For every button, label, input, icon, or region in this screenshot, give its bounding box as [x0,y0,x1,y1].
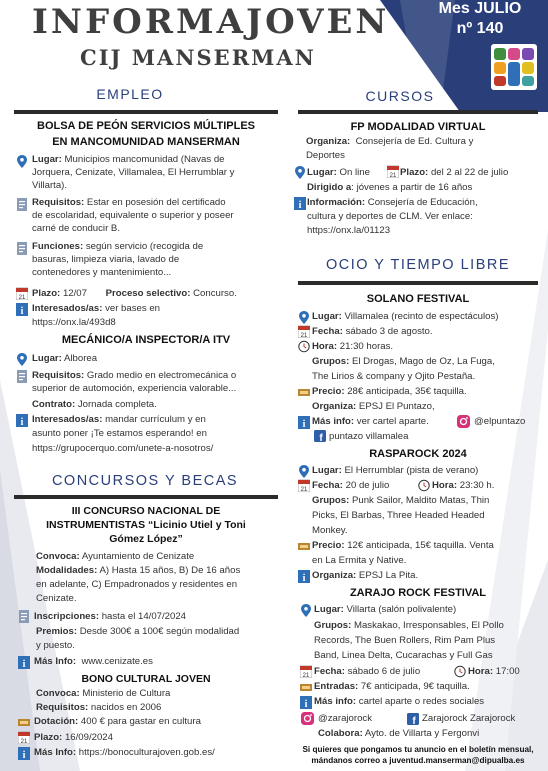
field-label: Hora: [312,341,338,352]
field-label: Requisitos: [36,702,89,713]
organiza-row [312,570,542,583]
field-value: Villamalea (recinto de espectáculos) [344,311,499,322]
section-heading-ocio: OCIO Y TIEMPO LIBRE [325,257,511,273]
field-label: Grupos: [312,356,350,367]
field-label: Precio: [312,540,345,551]
field-value: 21:30 horas. [339,341,394,352]
field-label: Convoca: [36,688,80,699]
field-value: : jóvenes a partir de 16 años [351,182,473,193]
facebook-handle[interactable]: Zarajorock Zarajorock [422,713,516,724]
calendar-icon [298,479,310,492]
field-value: Monkey. [312,525,348,536]
mas-info-row [34,656,280,669]
section-rule [298,281,538,285]
field-label: Lugar: [32,353,62,364]
mas-info-row [312,416,462,429]
field-label: Organiza: [306,136,351,147]
svg-text:21: 21 [300,487,308,492]
svg-text:21: 21 [20,739,28,744]
section-rule [14,495,278,499]
inscripciones-row [34,611,280,624]
issue-badge [420,0,540,39]
clock-icon [454,665,466,678]
contest-title: III CONCURSO NACIONAL DE [71,505,221,517]
field-value: Municipios mancomunidad (Navas de [64,154,225,165]
svg-text:f: f [319,433,323,442]
ticket-icon [300,681,312,694]
field-value: 7€ anticipada, 9€ taquilla. [360,681,470,692]
field-value: Concurso. [193,288,237,299]
field-label: Lugar: [312,311,342,322]
job-title: BOLSA DE PEÓN SERVICIOS MÚLTIPLES [37,120,255,132]
field-value: en adelante, C) Empadronados y residentes en [36,579,238,590]
fecha-row [312,480,422,493]
field-label: Entradas: [314,681,359,692]
premios-row [36,626,280,639]
field-label: Fecha: [312,326,343,337]
field-value: 20 de julio [345,480,390,491]
calendar-icon [387,165,399,178]
field-value: Villarta (salón polivalente) [346,604,457,615]
fecha-row [314,666,444,679]
field-value: Estar en posesión del certificado [86,197,226,208]
job-title: EN MANCOMUNIDAD MANSERMAN [52,136,240,148]
field-value: 12/07 [62,288,87,299]
requisitos-row [36,702,280,715]
field-value: nacidos en 2006 [90,702,162,713]
svg-text:21: 21 [18,295,26,300]
convoca-row [36,551,280,564]
field-value: según servicio (recogida de [85,241,204,252]
lugar-row [32,353,282,366]
field-value: Maskakao, Irresponsables, El Pollo [353,620,504,631]
field-value: 12€ anticipada, 15€ taquilla. Venta [347,540,494,551]
field-value: A) Hasta 15 años, B) De 16 años [99,565,241,576]
field-label: Plazo: [400,167,429,178]
cij-logo [491,44,537,90]
course-title: FP MODALIDAD VIRTUAL [350,121,486,133]
issue-number: nº 140 [456,20,504,37]
field-value: Punk Sailor, Maldito Matas, Thin [351,495,490,506]
link-text[interactable]: https://onx.la/01123 [307,225,391,236]
grupos-row [312,356,542,369]
field-value: El Herrumblar (pista de verano) [344,465,479,476]
requisitos-row [32,197,282,210]
field-label: Modalidades: [36,565,98,576]
hora-row [312,341,542,354]
field-label: Más Info: [34,656,77,667]
instagram-icon[interactable] [457,415,470,428]
field-label: Fecha: [314,666,345,677]
convoca-row [36,688,280,701]
field-value: cartel aparte o redes sociales [358,696,485,707]
precio-row [312,540,542,553]
dotacion-row [34,716,280,729]
field-label: Lugar: [314,604,344,615]
field-value: Ayuntamiento de Cenizate [81,551,195,562]
map-pin-icon [16,353,28,366]
lugar-row [32,154,280,167]
link-text[interactable]: https://bonoculturajoven.gob.es/ [78,747,215,758]
field-label: Grupos: [312,495,350,506]
entradas-row [314,681,542,694]
field-value: sábado 6 de julio [347,666,421,677]
instagram-handle[interactable]: @zarajorock [318,713,372,724]
field-label: Plazo: [34,732,63,743]
calendar-icon [18,731,30,744]
field-label: Más info: [312,416,355,427]
section-heading-empleo: EMPLEO [96,86,164,102]
field-value: Picks, El Barbas, Three Headed Headed [312,510,485,521]
precio-row [312,386,542,399]
ticket-icon [18,716,30,729]
info-icon [300,696,312,709]
field-label: Lugar: [307,167,337,178]
section-rule [14,110,278,114]
page-subtitle: CIJ MANSERMAN [80,45,316,70]
field-value: Ministerio de Cultura [82,688,171,699]
ticket-icon [298,386,310,399]
field-value: Consejería de Educación, [367,197,478,208]
section-heading-cursos: CURSOS [365,88,435,104]
field-value: contenedores y mantenimiento... [32,267,172,278]
lugar-row [307,167,387,180]
ticket-icon [298,540,310,553]
field-label: Requisitos: [32,197,85,208]
footer-email[interactable]: mándanos correo a juventud.manserman@dipualba.es [311,756,525,765]
lugar-row [312,311,542,324]
lugar-row [314,604,542,617]
field-label: Dirigido a [307,182,352,193]
calendar-icon [300,665,312,678]
field-label: Más info: [314,696,357,707]
link-text[interactable]: https://onx.la/493d8 [32,317,116,328]
info-icon [294,197,306,210]
field-value: Alborea [64,353,98,364]
document-icon [16,198,28,211]
job-title: MECÁNICO/A INSPECTOR/A ITV [61,334,231,346]
field-value: Ayto. de Villarta y Fergonvi [364,728,480,739]
svg-text:i: i [302,419,306,429]
field-label: Fecha: [312,480,343,491]
field-value: carné de conducir B. [32,223,120,234]
info-icon [16,414,28,427]
funciones-row [32,241,282,254]
field-value: Villarta). [32,180,68,191]
instagram-handle[interactable]: @elpuntazo [474,416,526,427]
info-icon [18,656,30,669]
grupos-row [312,495,542,508]
contrato-row [32,399,282,412]
field-value: Grado medio en electromecánica o [86,370,237,381]
field-label: Información: [307,197,366,208]
field-value: Consejería de Ed. Cultura y [355,136,474,147]
field-value: ver cartel aparte. [356,416,429,427]
info-icon [298,570,310,583]
section-heading-concursos: CONCURSOS Y BECAS [51,473,239,489]
field-value: Band, Linea Delta, Cucarachas y Full Gas [314,650,493,661]
svg-text:i: i [302,573,306,583]
field-value: cultura y deportes de CLM. Ver enlace: [307,211,473,222]
field-label: Dotación: [34,716,79,727]
field-value: Jorquera, Cenizate, Villamalea, El Herrumblar y [32,167,235,178]
page-title: INFORMAJOVEN [32,2,390,42]
mas-info-row [34,747,280,760]
footer-note: Si quieres que pongamos tu anuncio en el boletín mensual, [302,745,534,754]
dirigido-row [307,182,541,195]
plazo-row [32,288,282,301]
instagram-icon[interactable] [301,712,314,725]
organiza-row [306,136,540,149]
clock-icon [418,479,430,492]
svg-text:i: i [298,200,302,210]
field-label: Lugar: [32,154,62,165]
calendar-icon [16,287,28,300]
section-rule [298,110,538,114]
informacion-row [307,197,541,210]
field-value: 16/09/2024 [64,732,113,743]
link-text[interactable]: www.cenizate.es [81,656,153,667]
event-title: SOLANO FESTIVAL [366,293,470,305]
hora-row [432,480,542,493]
svg-text:f: f [412,716,416,725]
requisitos-row [32,370,282,383]
month-label: Mes JULIO [438,0,522,17]
field-label: Lugar: [312,465,342,476]
field-value: Cenizate. [36,593,77,604]
field-label: Contrato: [32,399,76,410]
field-label: Requisitos: [32,370,85,381]
svg-text:i: i [22,750,26,760]
svg-text:i: i [20,306,24,316]
field-value: Records, The Buen Rollers, Rim Pam Plus [314,635,496,646]
map-pin-icon [298,465,310,478]
field-value: superior de automoción, experiencia valorable... [32,383,237,394]
field-label: Grupos: [314,620,352,631]
field-value: de escolaridad, equivalente o superior y poseer [32,210,234,221]
field-value: y puesto. [36,640,75,651]
field-label: Premios: [36,626,78,637]
facebook-handle[interactable]: puntazo villamalea [329,431,409,442]
event-title: ZARAJO ROCK FESTIVAL [349,587,487,599]
field-value: ver bases en [105,303,160,314]
grupos-row [314,620,542,633]
modalidades-row [36,565,280,578]
info-icon [298,416,310,429]
lugar-row [312,465,542,478]
contest-title: Gómez López” [109,533,183,545]
field-value: 23:30 h. [459,480,495,491]
organiza-row [312,401,542,414]
field-value: 28€ anticipada, 35€ taquilla. [347,386,467,397]
field-label: Organiza: [312,570,357,581]
field-value: en La Ermita y Native. [312,555,407,566]
field-label: Proceso selectivo: [105,288,191,299]
field-label: Hora: [432,480,458,491]
field-value: 400 € para gastar en cultura [80,716,201,727]
interesados-row [32,414,282,427]
svg-text:21: 21 [302,673,310,678]
hora-row [468,666,546,679]
plazo-row [34,732,280,745]
plazo-row [400,167,540,180]
field-label: Interesados/as: [32,303,103,314]
field-label: Funciones: [32,241,84,252]
field-label: Colabora: [318,728,363,739]
logo-icon [491,44,537,90]
fecha-row [312,326,542,339]
field-value: mandar currículum y en [105,414,206,425]
field-value: sábado 3 de agosto. [345,326,433,337]
field-label: Precio: [312,386,345,397]
field-label: Inscripciones: [34,611,100,622]
document-icon [16,370,28,383]
info-icon [18,747,30,760]
field-value: On line [339,167,370,178]
facebook-icon[interactable] [314,430,326,442]
clock-icon [298,340,310,353]
field-value: EPSJ El Puntazo, [358,401,435,412]
field-label: Hora: [468,666,494,677]
svg-text:21: 21 [300,333,308,338]
document-icon [16,242,28,255]
contest-title: INSTRUMENTISTAS “Licinio Utiel y Toni [46,519,246,531]
field-label: Más Info: [34,747,77,758]
field-label: Interesados/as: [32,414,103,425]
svg-text:21: 21 [389,173,397,178]
svg-text:i: i [22,659,26,669]
field-label: Convoca: [36,551,80,562]
field-label: Plazo: [32,288,61,299]
document-icon [18,610,30,623]
field-value: hasta el 14/07/2024 [101,611,187,622]
svg-text:i: i [20,417,24,427]
info-icon [16,303,28,316]
map-pin-icon [294,166,306,179]
map-pin-icon [16,155,28,168]
field-value: El Drogas, Mago de Oz, La Fuga, [351,356,495,367]
field-value: The Lirios & company y Ojito Pestaña. [312,371,476,382]
colabora-row [318,728,544,741]
link-text[interactable]: https://grupocerquo.com/unete-a-nosotros/ [32,443,214,454]
map-pin-icon [300,604,312,617]
field-label: Organiza: [312,401,357,412]
map-pin-icon [298,311,310,324]
field-value: 17:00 [495,666,520,677]
field-value: del 2 al 22 de julio [430,167,509,178]
interesados-row [32,303,282,316]
field-value: EPSJ La Pita. [358,570,419,581]
calendar-icon [298,325,310,338]
field-value: Desde 300€ a 100€ según modalidad [79,626,240,637]
field-value: asunto poner ¡Te estamos esperando! en [32,428,207,439]
field-value: Deportes [306,150,345,161]
svg-text:i: i [304,699,308,709]
facebook-icon[interactable] [407,713,419,725]
field-value: basuras, limpieza viaria, lavado de [32,254,180,265]
field-value: Jornada completa. [77,399,157,410]
contest-title: BONO CULTURAL JOVEN [81,673,211,685]
mas-info-row [314,696,542,709]
event-title: RASPAROCK 2024 [369,448,467,460]
